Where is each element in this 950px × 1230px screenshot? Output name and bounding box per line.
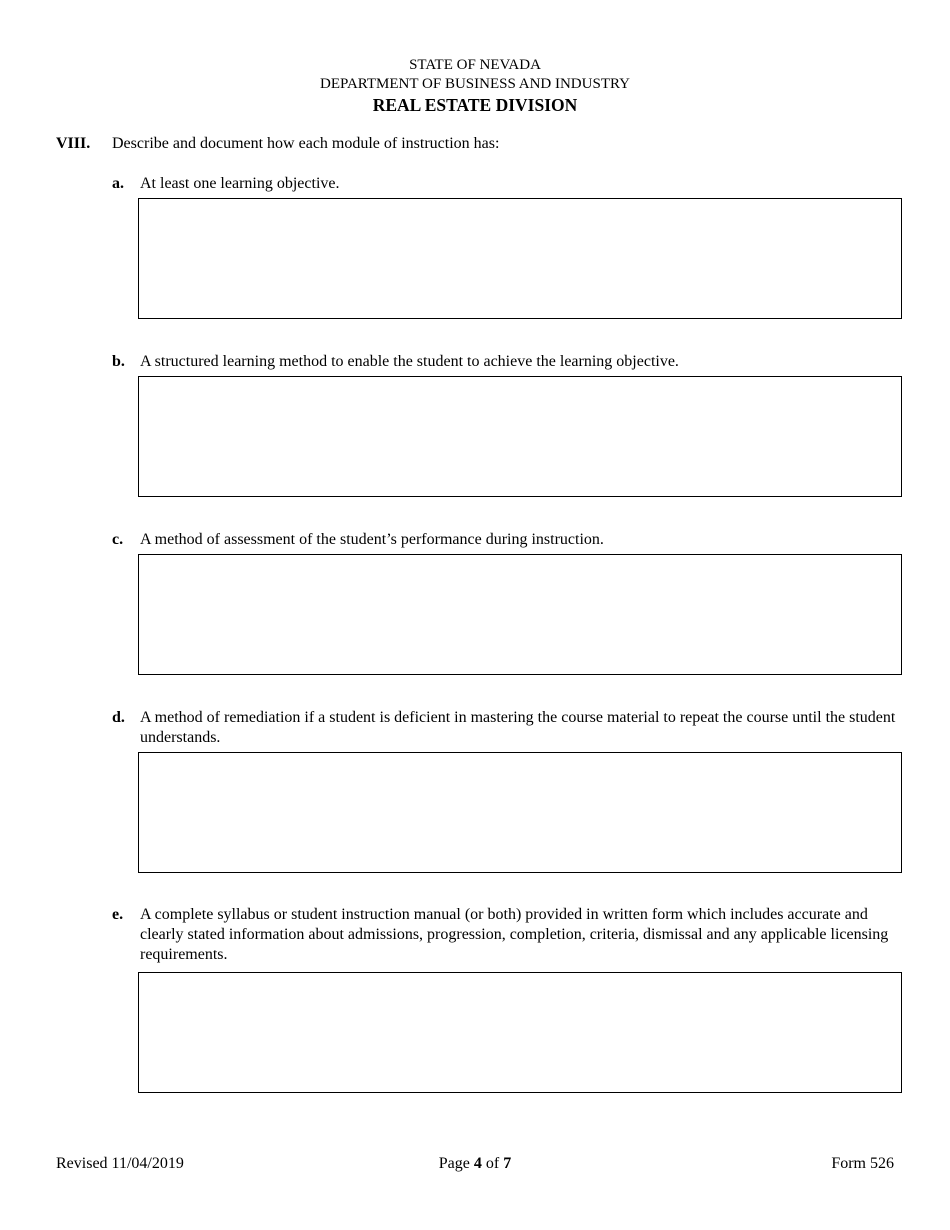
item-c-letter: c. (112, 531, 124, 548)
item-a-letter: a. (112, 175, 124, 192)
item-e-letter: e. (112, 906, 124, 923)
state-name: STATE OF NEVADA (409, 57, 541, 73)
item-c-text: A method of assessment of the student’s performance during instruction. (140, 531, 604, 548)
page-prefix: Page (438, 1155, 474, 1172)
section-number: VIII. (56, 135, 91, 152)
revised-date: Revised 11/04/2019 (56, 1155, 184, 1172)
document-header (0, 56, 950, 116)
page-total: 7 (503, 1155, 512, 1172)
item-a-answer-box[interactable] (138, 198, 902, 319)
item-b-answer-box[interactable] (138, 376, 902, 497)
section-title: Describe and document how each module of instruction has: (112, 135, 500, 152)
item-d-answer-box[interactable] (138, 752, 902, 873)
form-number: Form 526 (831, 1155, 894, 1172)
page-current: 4 (473, 1155, 482, 1172)
item-c-answer-box[interactable] (138, 554, 902, 675)
item-b-letter: b. (112, 353, 125, 370)
item-d-text: A method of remediation if a student is deficient in mastering the course material to repeat the course until the student understands. (140, 709, 896, 746)
division-name: REAL ESTATE DIVISION (372, 95, 578, 115)
item-e-text: A complete syllabus or student instruction manual (or both) provided in written form which includes accurate and clearly stated information about admissions, progression, completion, criteria, dismissal and any applicable licensing requirements. (140, 906, 889, 963)
page-number (0, 1154, 950, 1174)
item-d-letter: d. (112, 709, 125, 726)
item-e-answer-box[interactable] (138, 972, 902, 1093)
page-of: of (481, 1155, 504, 1172)
department-name: DEPARTMENT OF BUSINESS AND INDUSTRY (320, 76, 630, 92)
item-a-text: At least one learning objective. (140, 175, 340, 192)
item-b-text: A structured learning method to enable the student to achieve the learning objective. (140, 353, 679, 370)
